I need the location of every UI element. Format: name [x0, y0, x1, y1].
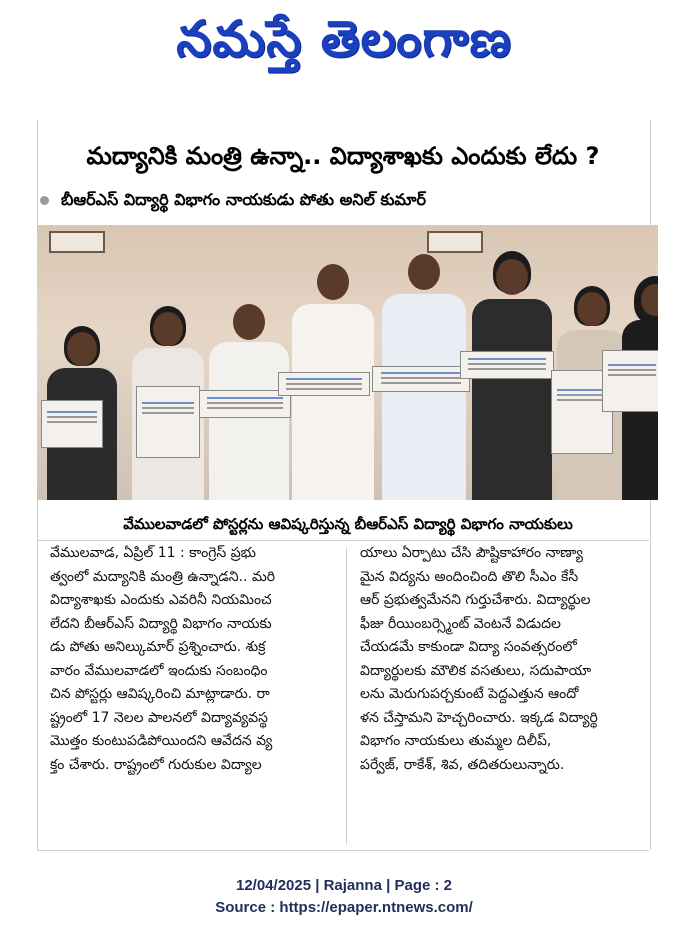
- body-line: ఫీజు రీయింబర్స్మెంట్ వెంటనే విడుదల: [360, 615, 561, 632]
- body-line: ళన చేస్తామని హెచ్చరించారు. ఇక్కడ విద్యార్థి: [360, 709, 598, 726]
- body-line: ష్ట్రంలో 17 నెలల పాలనలో విద్యావ్యవస్థ: [50, 709, 268, 726]
- body-line: చేయడమే కాకుండా విద్యా సంవత్సరంలో: [360, 639, 577, 655]
- edition-info: 12/04/2025 | Rajanna | Page : 2: [235, 877, 452, 894]
- bullet-icon: [40, 196, 49, 205]
- body-line: వారం వేములవాడలో ఇందుకు సంబంధిం: [50, 662, 268, 679]
- body-line: విభాగం నాయకులు తుమ్మల దిలీప్,: [360, 733, 552, 749]
- article-headline: మద్యానికి మంత్రి ఉన్నా.. విద్యాశాఖకు ఎందుకు లేదు ?: [86, 142, 600, 170]
- body-line: లను మెరుగుపర్చకుంటే పెద్దఎత్తున ఆందో: [360, 686, 579, 702]
- wall-frame: [49, 231, 105, 253]
- body-line: డు పోతు అనిల్కుమార్ ప్రశ్నించారు. శుక్ర: [50, 639, 266, 655]
- subhead-text: బీఆర్ఎస్ విద్యార్థి విభాగం నాయకుడు పోతు అనిల్ కుమార్: [61, 190, 426, 209]
- source-link[interactable]: Source : https://epaper.ntnews.com/: [215, 899, 473, 916]
- body-line: ఆర్ ప్రభుత్వమేనని గుర్తుచేశారు. విద్యార్థుల: [360, 592, 591, 608]
- article-column-left: [50, 542, 350, 777]
- newspaper-masthead: నమస్తే తెలంగాణ: [176, 10, 512, 68]
- body-line: యాలు ఏర్పాటు చేసి పౌష్టికాహారం నాణ్యా: [360, 545, 583, 561]
- photo-person: [472, 255, 552, 500]
- body-line: లేదని బీఆర్ఎస్ విద్యార్థి విభాగం నాయకు: [50, 615, 272, 632]
- photo-person: [209, 300, 289, 500]
- photo-person: [47, 330, 117, 500]
- photo-person: [622, 280, 658, 500]
- body-line: విద్యార్థులకు మౌలిక వసతులు, సదుపాయా: [360, 662, 592, 679]
- photo-person: [382, 250, 466, 500]
- article-column-right: [360, 542, 656, 777]
- photo-person: [292, 260, 374, 500]
- body-line: చిన పోస్టర్లు ఆవిష్కరించి మాట్లాడారు. రా: [50, 686, 270, 702]
- photo-person: [132, 310, 204, 500]
- body-line: త్వంలో మద్యానికి మంత్రి ఉన్నాడని.. మరి: [50, 568, 276, 585]
- article-subhead: [40, 186, 640, 214]
- divider: [37, 540, 649, 541]
- body-line: వేములవాడ, ఏప్రిల్ 11 : కాంగ్రెస్ ప్రభు: [50, 545, 257, 561]
- photo-caption: వేములవాడలో పోస్టర్లను ఆవిష్కరిస్తున్న బీఆర్ఎస్ విద్యార్థి విభాగం నాయకులు: [123, 515, 573, 533]
- body-line: మొత్తం కుంటుపడిపోయిందని ఆవేదన వ్య: [50, 733, 273, 749]
- body-line: క్తం చేశారు. రాష్ట్రంలో గురుకుల విద్యాల: [50, 756, 262, 773]
- body-line: పర్వేజ్, రాకేశ్, శివ, తదితరులున్నారు.: [360, 756, 565, 773]
- body-line: మైన విద్యను అందించింది తొలి సీఎం కేసీ: [360, 568, 579, 585]
- body-line: విద్యాశాఖకు ఎందుకు ఎవరినీ నియమించ: [50, 592, 272, 608]
- article-photo: [37, 225, 658, 500]
- bottom-divider: [37, 850, 649, 851]
